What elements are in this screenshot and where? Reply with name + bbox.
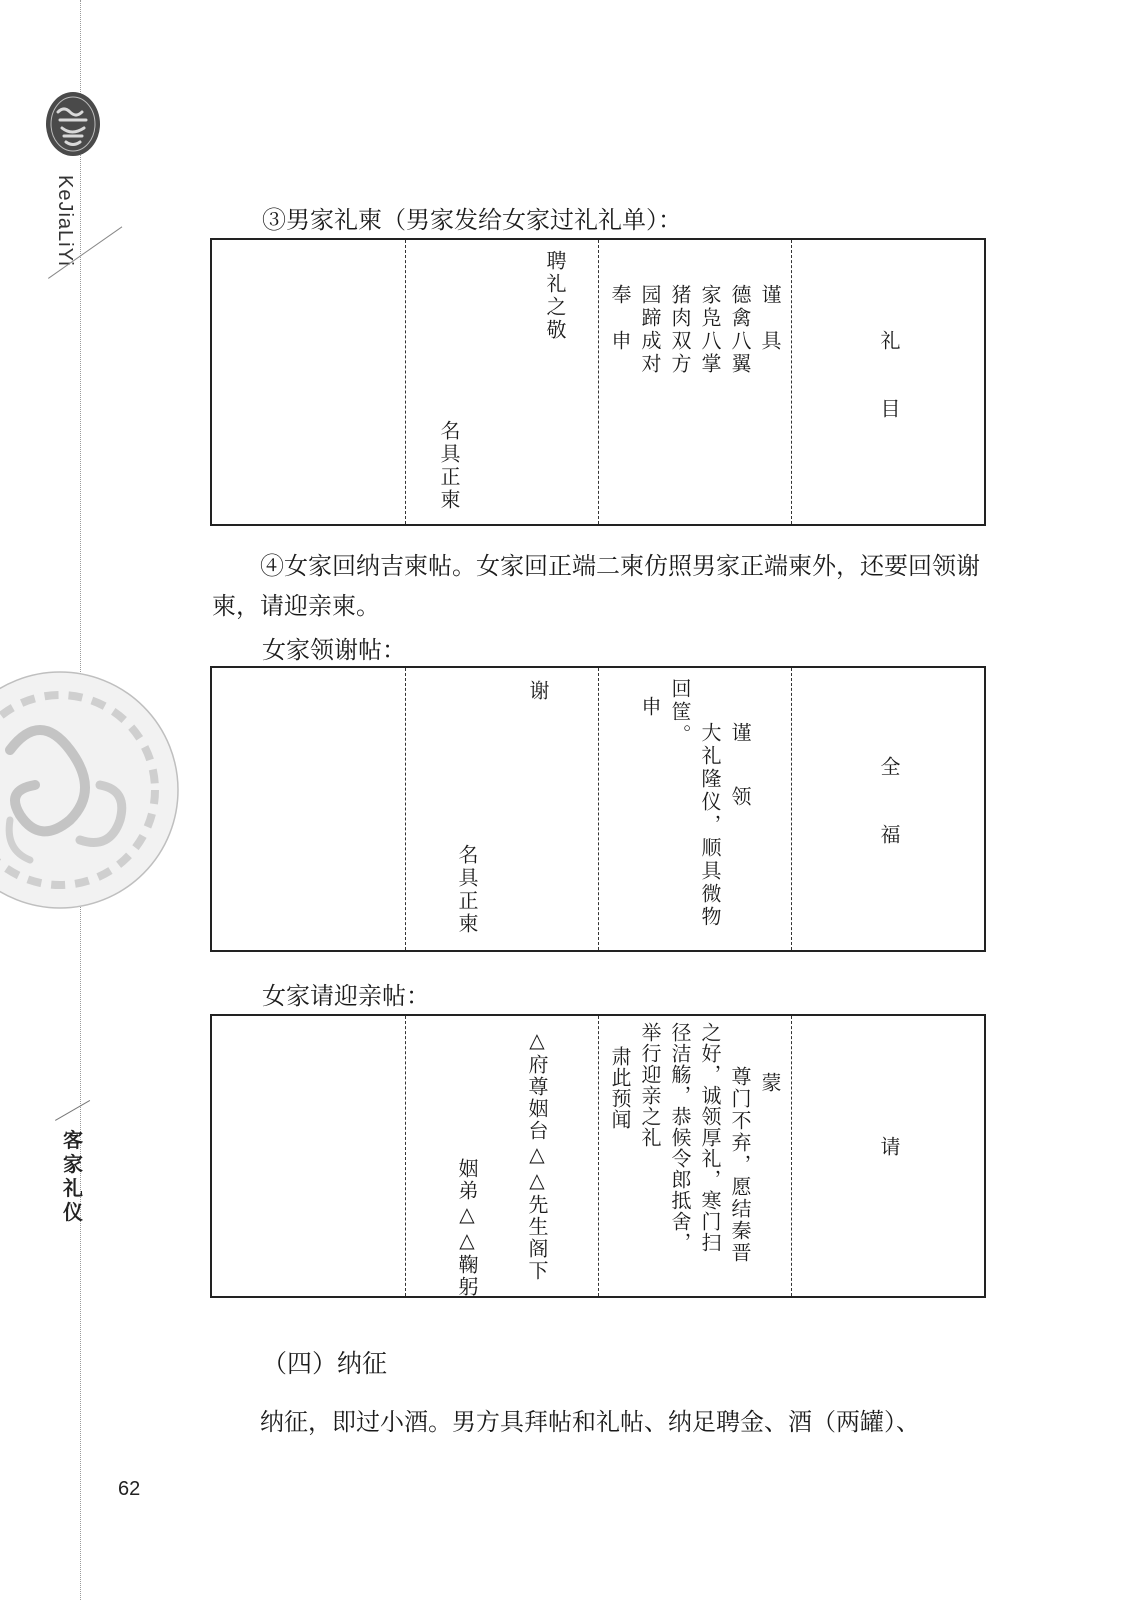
decorative-cloud-ornament-icon xyxy=(0,640,180,940)
card-column-heading xyxy=(791,1016,985,1296)
card-column-heading xyxy=(791,668,985,950)
card-signature-text: 名具正柬 xyxy=(455,844,479,936)
brand-text: KeJiaLiYi xyxy=(54,175,76,267)
spine-divider xyxy=(55,1100,90,1121)
card-signature-text: 姻弟△△鞠躬 xyxy=(455,1158,479,1298)
gift-list-card xyxy=(210,238,986,526)
section3-caption: ③男家礼柬（男家发给女家过礼礼单）： xyxy=(262,206,682,234)
card-column-signature xyxy=(405,1016,599,1296)
book-title: 客家礼仪 xyxy=(63,1128,83,1224)
card-body-line: 谨 领 xyxy=(728,722,752,818)
card-heading-text: 请 xyxy=(877,1136,901,1159)
card-body-line: 肃此预闻 xyxy=(608,1046,632,1130)
card-column-blank xyxy=(212,240,405,524)
card-signature-text: 名具正柬 xyxy=(437,420,461,512)
card-body-line: 奉 申 xyxy=(608,284,632,353)
card-column-blank xyxy=(212,668,405,950)
card-top-text: 谢 xyxy=(526,680,550,703)
card-body-line: 回筐。 xyxy=(668,678,692,747)
card-body-line: 家凫八掌 xyxy=(698,284,722,376)
invitation-card xyxy=(210,1014,986,1298)
card-body-line: 举行迎亲之礼 xyxy=(638,1022,662,1148)
page-number: 62 xyxy=(118,1478,141,1500)
card-column-body xyxy=(598,240,792,524)
card-body-line: 尊门不弃，愿结秦晋 xyxy=(728,1066,752,1264)
section-heading: （四）纳征 xyxy=(262,1349,388,1378)
card-body-line: 大礼隆仪，顺具微物 xyxy=(698,722,722,929)
card-body-line: 申 xyxy=(638,696,662,719)
invite-caption: 女家请迎亲帖： xyxy=(262,982,430,1010)
card-body-line: 之好，诚领厚礼，寒门扫 xyxy=(698,1022,722,1253)
card-column-body xyxy=(598,1016,792,1296)
seal-logo-icon xyxy=(44,90,102,158)
card-column-signature xyxy=(405,668,599,950)
card-body-line: 谨 具 xyxy=(758,284,782,353)
card-heading-text: 礼 目 xyxy=(877,330,901,432)
card-column-blank xyxy=(212,1016,405,1296)
thanks-caption: 女家领谢帖： xyxy=(262,636,406,664)
card-body-line: 猪肉双方 xyxy=(668,284,692,376)
card-body-line: 蒙 xyxy=(758,1072,782,1095)
card-heading-text: 全 福 xyxy=(877,756,901,858)
thanks-card xyxy=(210,666,986,952)
card-body-line: 园蹄成对 xyxy=(638,284,662,376)
card-body-line: 德禽八翼 xyxy=(728,284,752,376)
card-top-text: 聘礼之敬 xyxy=(543,250,567,342)
section4-paragraph: ④女家回纳吉柬帖。女家回正端二柬仿照男家正端柬外，还要回领谢柬，请迎亲柬。 xyxy=(212,552,980,620)
card-top-text: △府尊姻台△△先生阁下 xyxy=(525,1028,549,1282)
card-body-line: 径洁觞，恭候令郎抵舍， xyxy=(668,1022,692,1253)
card-column-heading xyxy=(791,240,985,524)
card-column-body xyxy=(598,668,792,950)
card-column-signature xyxy=(405,240,599,524)
section-paragraph: 纳征，即过小酒。男方具拜帖和礼帖、纳足聘金、酒（两罐）、 xyxy=(260,1408,920,1436)
